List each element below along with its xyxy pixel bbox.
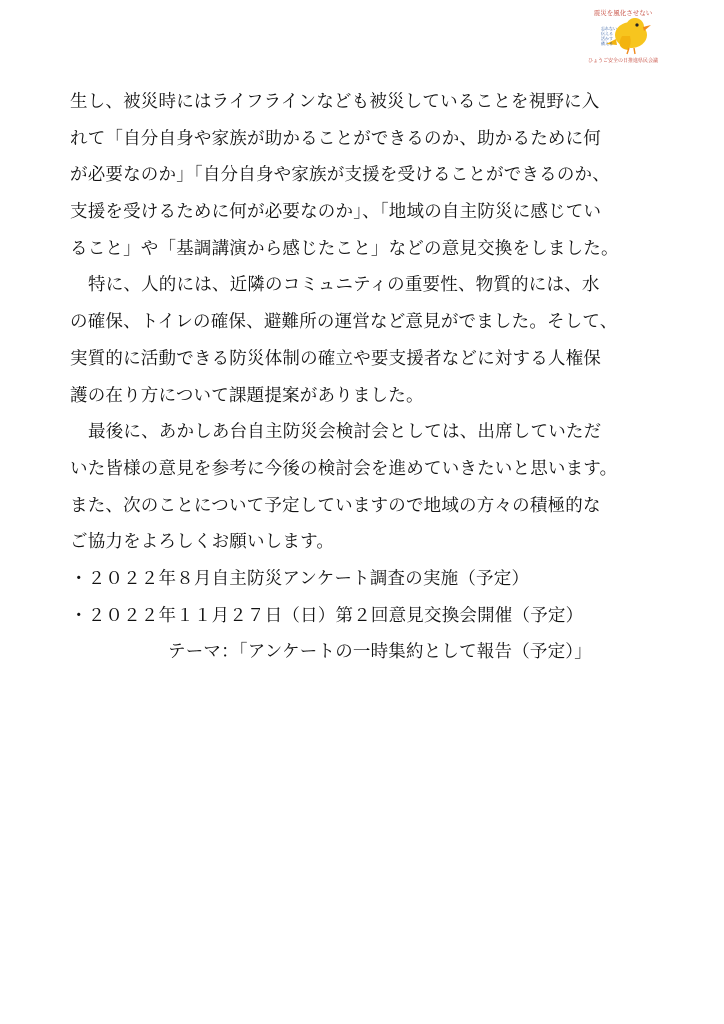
schedule-item-2: ・２０２２年１１月２７日（日）第２回意見交換会開催（予定） [70, 605, 584, 626]
logo-side-line-4: 備える [601, 41, 613, 46]
schedule-theme: テーマ：「アンケートの一時集約として報告（予定）」 [168, 642, 592, 663]
schedule-item-1: ・２０２２年８月自主防災アンケート調査の実施（予定） [70, 568, 530, 589]
paragraph-1-line-4: 支援を受けるために何が必要なのか」、「地域の自主防災に感じてい [70, 202, 602, 223]
paragraph-3-line-2: いた皆様の意見を参考に今後の検討会を進めていきたいと思います。 [70, 458, 618, 479]
logo-side-line-3: 活かす [601, 36, 613, 41]
logo-side-line-2: 伝える [601, 31, 613, 36]
document-body [70, 84, 690, 671]
paragraph-1-line-1: 生し、被災時にはライフラインなども被災していることを視野に入 [70, 92, 600, 112]
paragraph-2-line-1: 特に、人的には、近隣のコミュニティの重要性、物質的には、水 [88, 275, 600, 296]
hyogo-safety-day-logo [588, 6, 658, 70]
paragraph-3-line-4: ご協力をよろしくお願いします。 [70, 532, 335, 553]
paragraph-2-line-3: 実質的に活動できる防災体制の確立や要支援者などに対する人権保 [70, 348, 601, 369]
logo-side-line-1: 忘れない [601, 26, 617, 31]
paragraph-2-line-2: の確保、トイレの確保、避難所の運営など意見がでました。そして、 [70, 312, 618, 333]
bird-mascot-icon [588, 6, 658, 62]
paragraph-3-line-1: 最後に、あかしあ台自主防災会検討会としては、出席していただ [88, 422, 602, 443]
logo-top-text: 震災を風化させない [593, 9, 653, 17]
paragraph-1-line-5: ること」や「基調講演から感じたこと」などの意見交換をしました。 [70, 238, 619, 259]
paragraph-2-line-4: 護の在り方について課題提案がありました。 [70, 385, 424, 406]
paragraph-1-line-3: が必要なのか」「自分自身や家族が支援を受けることができるのか、 [70, 165, 610, 186]
logo-caption: ひょうご安全の日推進県民会議 [588, 58, 659, 64]
paragraph-1-line-2: れて「自分自身や家族が助かることができるのか、助かるために何 [70, 128, 601, 149]
paragraph-3-line-3: また、次のことについて予定していますので地域の方々の積極的な [70, 495, 601, 516]
